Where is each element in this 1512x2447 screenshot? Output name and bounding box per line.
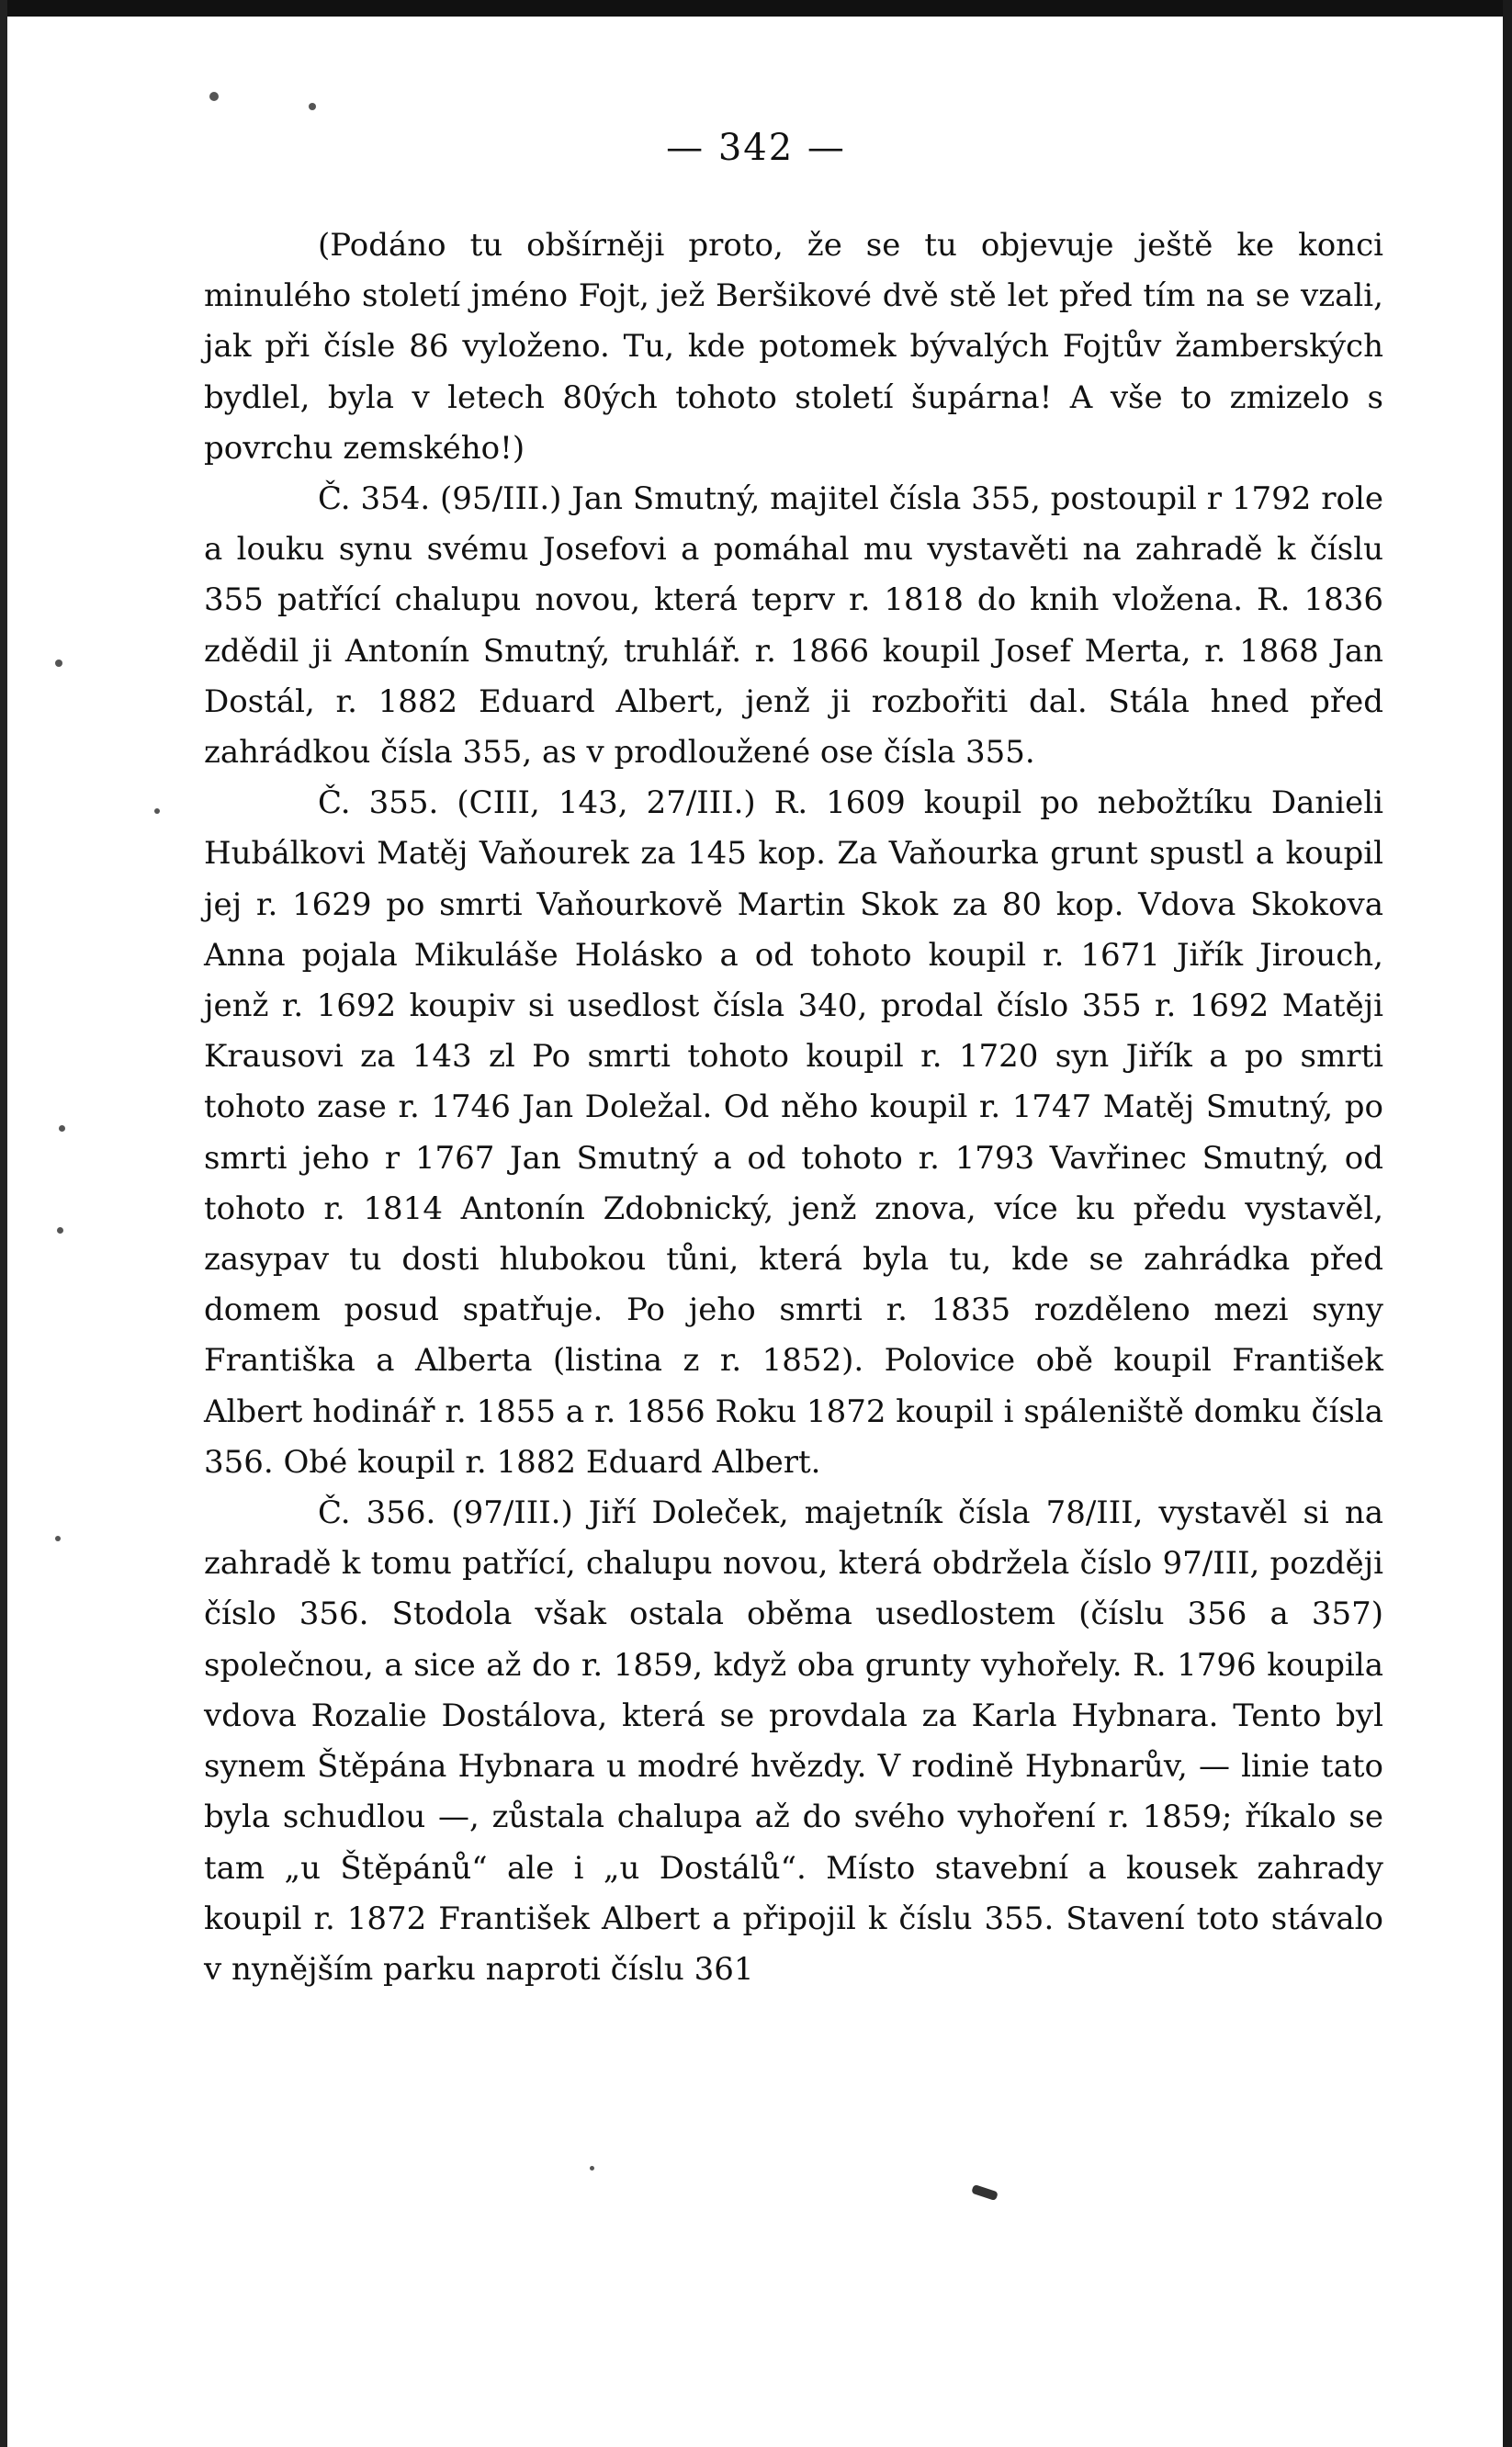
scan-border-top (0, 0, 1512, 17)
paragraph-note: (Podáno tu obšírněji proto, že se tu objevuje ještě ke konci minulého století jméno Fojt, jež Beršikové dvě stě let před tím na se vzali, jak při čísle 86 vyloženo. Tu, kde potomek bývalých Fojtův žamberských bydlel, byla v letech 80ých tohoto století šupárna! A vše to zmizelo s povrchu zemského!) (204, 227, 1383, 467)
body-text (204, 220, 1383, 1995)
page-number: — 342 — (666, 127, 846, 169)
scan-speck (55, 1536, 61, 1541)
scan-speck (154, 808, 160, 814)
scan-speck (209, 92, 219, 101)
paragraph-house-355: Č. 355. (CIII, 143, 27/III.) R. 1609 koupil po nebožtíku Danieli Hubálkovi Matěj Vaňourek za 145 kop. Za Vaňourka grunt spustl a koupil jej r. 1629 po smrti Vaňourkově Martin Skok za 80 kop. Vdova Skokova Anna pojala Mikuláše Holásko a od tohoto koupil r. 1671 Jiřík Jirouch, jenž r. 1692 koupiv si usedlost čísla 340, prodal číslo 355 r. 1692 Matěji Krausovi za 143 zl Po smrti tohoto koupil r. 1720 syn Jiřík a po smrti tohoto zase r. 1746 Jan Doležal. Od něho koupil r. 1747 Matěj Smutný, po smrti jeho r 1767 Jan Smutný a od tohoto r. 1793 Vavřinec Smutný, od tohoto r. 1814 Antonín Zdobnický, jenž znova, více ku předu vystavěl, zasypav tu dosti hlubokou tůni, která byla tu, kde se zahrádka před domem posud spatřuje. Po jeho smrti r. 1835 rozděleno mezi syny Františka a Alberta (listina z r. 1852). Polovice obě koupil František Albert hodinář r. 1855 a r. 1856 Roku 1872 koupil i spáleniště domku čísla 356. Obé koupil r. 1882 Eduard Albert. (204, 784, 1383, 1481)
scan-border-left (0, 0, 7, 2447)
scan-speck (309, 103, 316, 110)
scan-border-right (1503, 0, 1512, 2447)
scan-speck (59, 1125, 65, 1132)
paragraph-house-354: Č. 354. (95/III.) Jan Smutný, majitel čísla 355, postoupil r 1792 role a louku synu svému Josefovi a pomáhal mu vystavěti na zahradě k číslu 355 patřící chalupu novou, která teprv r. 1818 do knih vložena. R. 1836 zdědil ji Antonín Smutný, truhlář. r. 1866 koupil Josef Merta, r. 1868 Jan Dostál, r. 1882 Eduard Albert, jenž ji rozbořiti dal. Stála hned před zahrádkou čísla 355, as v prodloužené ose čísla 355. (204, 480, 1383, 772)
paragraph-house-356: Č. 356. (97/III.) Jiří Doleček, majetník čísla 78/III, vystavěl si na zahradě k tomu patřící, chalupu novou, která obdržela číslo 97/III, později číslo 356. Stodola však ostala oběma usedlostem (číslu 356 a 357) společnou, a sice až do r. 1859, když oba grunty vyhořely. R. 1796 koupila vdova Rozalie Dostálova, která se provdala za Karla Hybnara. Tento byl synem Štěpána Hybnara u modré hvězdy. V rodině Hybnarův, — linie tato byla schudlou —, zůstala chalupa až do svého vyhoření r. 1859; říkalo se tam „u Štěpánů“ ale i „u Dostálů“. Místo stavební a kousek zahrady koupil r. 1872 František Albert a připojil k číslu 355. Stavení toto stávalo v nynějším parku naproti číslu 361 (204, 1494, 1383, 1988)
scan-speck (55, 660, 62, 667)
scan-speck (590, 2166, 594, 2171)
scan-speck (57, 1227, 63, 1234)
scan-mark (971, 2184, 999, 2201)
